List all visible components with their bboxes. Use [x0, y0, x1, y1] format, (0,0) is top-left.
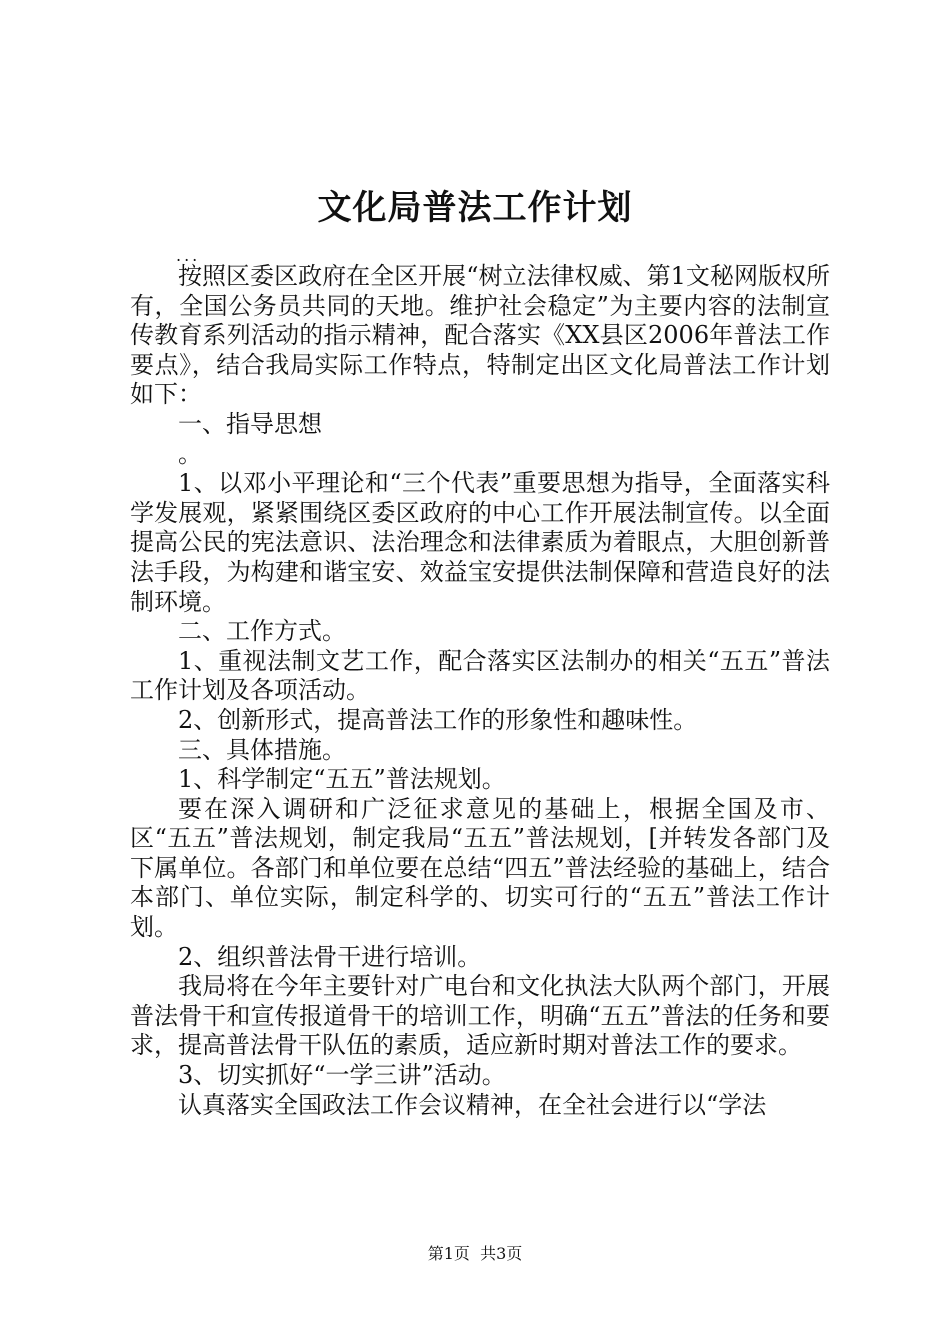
- page-total: 共3页: [480, 1244, 523, 1263]
- paragraph-measure-1: 要在深入调研和广泛征求意见的基础上，根据全国及市、区“五五”普法规划，制定我局“五五”普法规划，[并转发各部门及下属单位。各部门和单位要在总结“四五”普法经验的基础上，结合本部门、单位实际，制定科学的、切实可行的“五五”普法工作计划。: [130, 794, 830, 942]
- paragraph-guiding-1: 1、以邓小平理论和“三个代表”重要思想为指导，全面落实科学发展观，紧紧围绕区委区政府的中心工作开展法制宣传。以全面提高公民的宪法意识、法治理念和法律素质为着眼点，大胆创新普法手段，为构建和谐宝安、效益宝安提供法制保障和营造良好的法制环境。: [130, 469, 830, 616]
- heading-specific-measures: 三、具体措施。: [178, 735, 346, 764]
- paragraph-measure-2: 我局将在今年主要针对广电台和文化执法大队两个部门，开展普法骨干和宣传报道骨干的培训工作，明确“五五”普法的任务和要求，提高普法骨干队伍的素质，适应新时期对普法工作的要求。: [130, 972, 830, 1060]
- document-body: [130, 262, 830, 1120]
- heading-work-method: 二、工作方式。: [178, 617, 346, 646]
- paragraph-intro: 按照区委区政府在全区开展“树立法律权威、第1文秘网版权所有，全国公务员共同的天地。维护社会稳定”为主要内容的法制宣传教育系列活动的指示精神，配合落实《XX县区2006年普法工作要点》，结合我局实际工作特点，特制定出区文化局普法工作计划如下：: [130, 262, 830, 409]
- subheading-measure-1: 1、科学制定“五五”普法规划。: [178, 765, 506, 794]
- footer-gap: [470, 1244, 480, 1263]
- page-number: 第1页: [427, 1244, 470, 1263]
- subheading-measure-3: 3、切实抓好“一学三讲”活动。: [178, 1061, 506, 1090]
- heading-guiding-ideology: 一、指导思想: [178, 409, 322, 438]
- subheading-measure-2: 2、组织普法骨干进行培训。: [178, 942, 482, 971]
- paragraph-method-2: 2、创新形式，提高普法工作的形象性和趣味性。: [178, 705, 698, 734]
- paragraph-method-1: 1、重视法制文艺工作，配合落实区法制办的相关“五五”普法工作计划及各项活动。: [130, 646, 830, 705]
- paragraph-period: 。: [178, 439, 202, 468]
- paragraph-measure-3: 认真落实全国政法工作会议精神，在全社会进行以“学法: [178, 1090, 767, 1119]
- ellipsis-marker: ...: [176, 246, 201, 265]
- page-footer: [0, 1243, 950, 1265]
- document-title: 文化局普法工作计划: [317, 188, 633, 228]
